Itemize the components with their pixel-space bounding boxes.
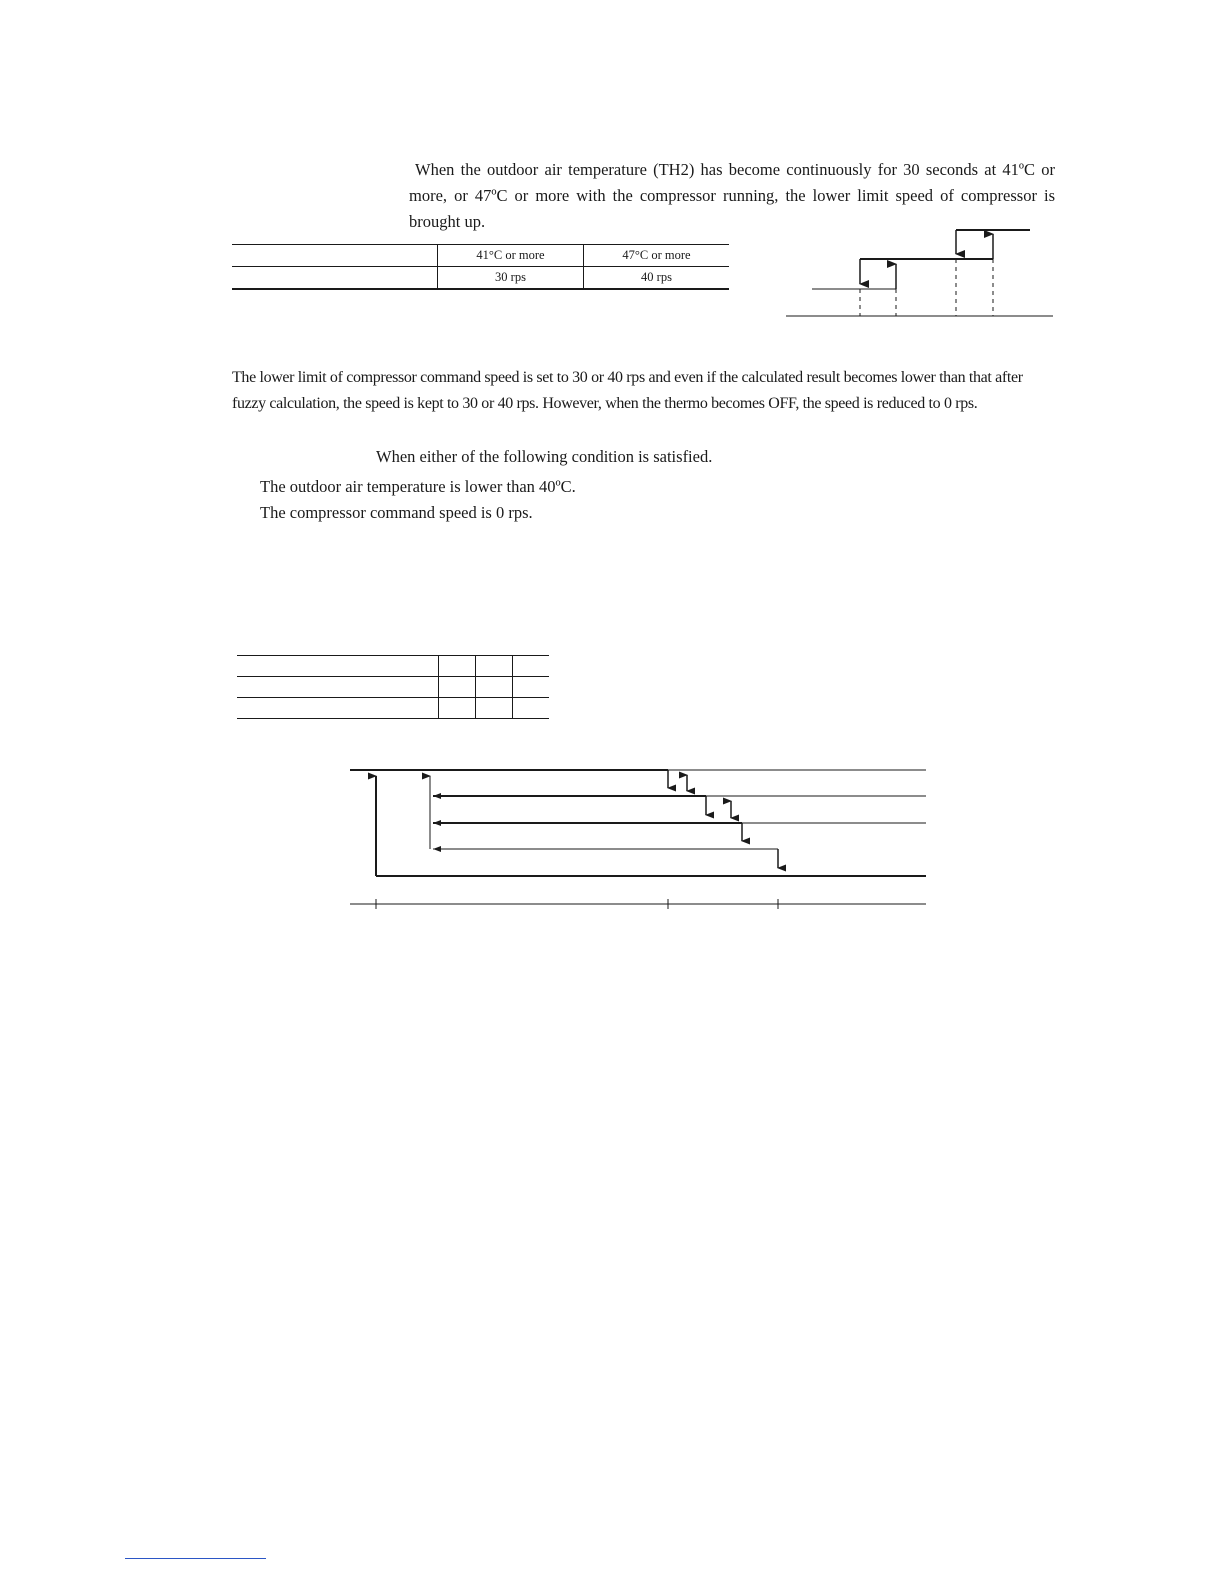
table-row — [232, 267, 729, 290]
table-row — [237, 698, 549, 719]
left-arrow-icon — [433, 820, 441, 826]
table-cell — [513, 677, 550, 698]
table-cell-40rps: 40 rps — [584, 267, 730, 290]
left-arrowheads — [433, 793, 441, 852]
dashed-guides — [860, 259, 993, 316]
table-row — [237, 656, 549, 677]
table-cell-30rps: 30 rps — [438, 267, 584, 290]
table-cell — [476, 677, 513, 698]
table-cell-47c: 47°C or more — [584, 245, 730, 267]
table-cell — [232, 267, 438, 290]
table-cell — [476, 656, 513, 677]
release-condition-heading: When either of the following condition is satisfied. — [376, 447, 713, 466]
table-cell — [232, 245, 438, 267]
transition-arrows — [668, 770, 778, 868]
intro-paragraph-text: When the outdoor air temperature (TH2) has become continuously for 30 seconds at 41ºC or more, or 47ºC or more with the compressor running, the lower limit speed of compressor is brought up. — [409, 160, 1055, 231]
table-row — [237, 677, 549, 698]
lower-limit-paragraph: The lower limit of compressor command speed is set to 30 or 40 rps and even if the calculated result becomes lower than that after fuzzy calculation, the speed is kept to 30 or 40 rps. However, when the thermo becomes OFF, the speed is reduced to 0 rps. — [232, 369, 1023, 412]
step-arrows — [860, 230, 993, 289]
intro-paragraph — [409, 157, 1055, 235]
table-cell — [439, 656, 476, 677]
left-arrow-icon — [433, 793, 441, 799]
table-cell — [237, 656, 439, 677]
table-cell-41c: 41°C or more — [438, 245, 584, 267]
table-cell — [439, 698, 476, 719]
table-cell — [513, 698, 550, 719]
lower-limit-speed-table — [232, 244, 729, 290]
condition-item: The compressor command speed is 0 rps. — [260, 503, 533, 522]
left-arrow-icon — [433, 846, 441, 852]
table-cell — [237, 698, 439, 719]
table-cell — [513, 656, 550, 677]
table-header-row — [232, 245, 729, 267]
empty-grid-table — [237, 655, 549, 719]
table-cell — [439, 677, 476, 698]
time-axis — [350, 899, 926, 909]
step-lines — [786, 230, 1053, 316]
condition-item: The outdoor air temperature is lower than 40ºC. — [260, 477, 576, 496]
table-cell — [476, 698, 513, 719]
footnote-rule — [125, 1558, 266, 1559]
table-cell — [237, 677, 439, 698]
level-lines — [350, 770, 926, 876]
